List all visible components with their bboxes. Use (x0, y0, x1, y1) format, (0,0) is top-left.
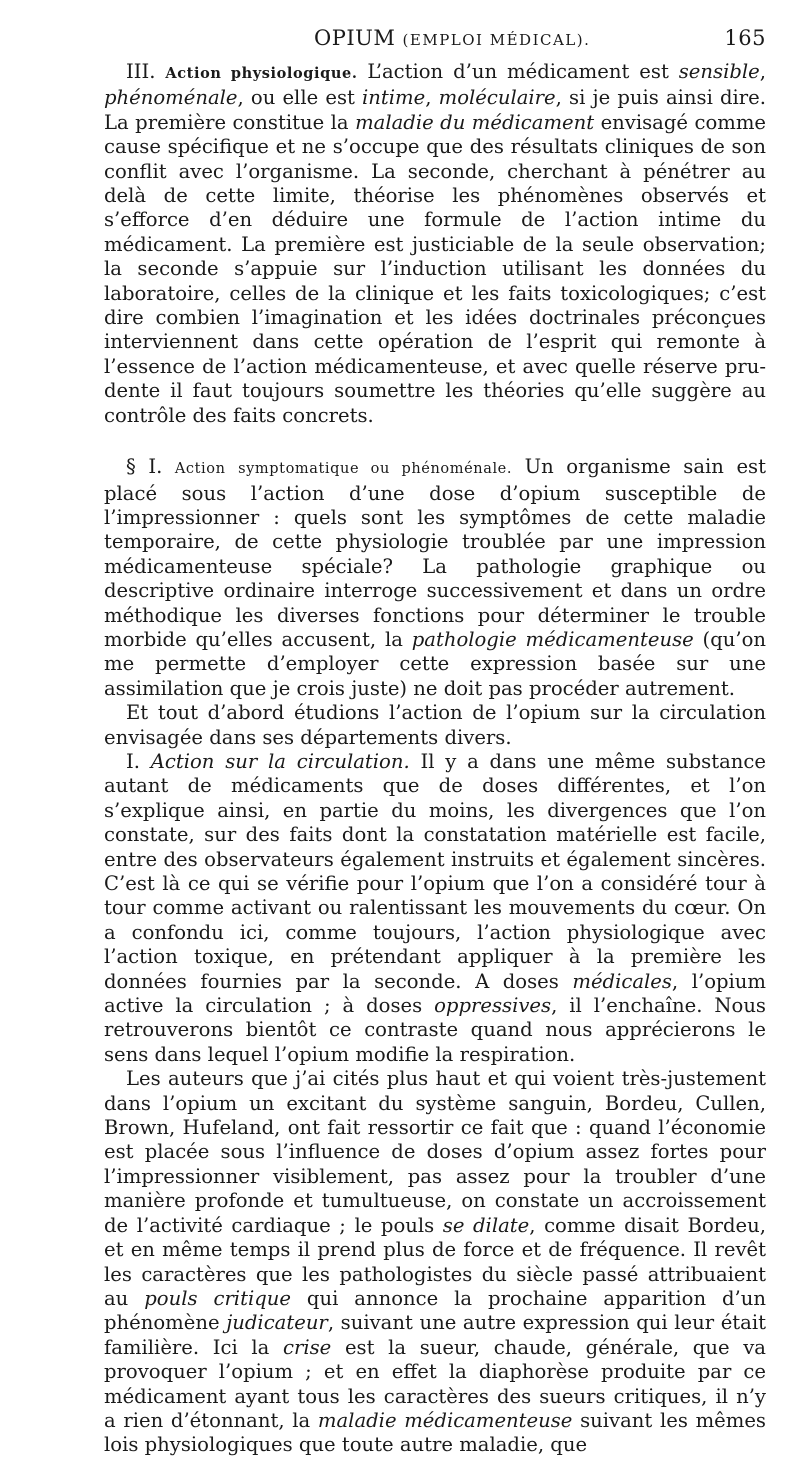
section-heading: Action physiologique. (165, 65, 358, 82)
paragraph-circulation-intro: Et tout d’abord étudions l’action de l’opium sur la circulation envisagée dans ses départements divers. (104, 701, 766, 749)
page-number: 165 (724, 26, 766, 50)
running-subtitle: (EMPLOI MÉDICAL). (402, 31, 591, 49)
subsection-circulation: I. Action sur la circulation. Il y a dans une même substance autant de médicaments que de doses différentes, et l’on s’explique ainsi, en partie du moins, les divergences que l’on constate, sur des faits dont la constatation matérielle est facile, entre des observateurs également instruits et également sincères. C’est là ce qui se vérifie pour l’opium que l’on a considéré tour à tour comme activant ou ralentissant les mouvements du cœur. On a confondu ici, comme toujours, l’action physiologique avec l’action toxique, en prétendant appliquer à la première les données fournies par la seconde. A doses médicales, l’opium active la circulation ; à doses oppressives, il l’enchaîne. Nous retrouverons bientôt ce contraste quand nous apprécierons le sens dans lequel l’opium modifie la respiration. (104, 749, 766, 1066)
section-heading-b: symptomatique ou phénoménale. (238, 461, 513, 478)
subsection-number: I. (126, 749, 140, 773)
running-title: OPIUM (EMPLOI MÉDICAL). (314, 26, 591, 50)
section-marker: § I. (126, 455, 163, 479)
subsection-heading: Action sur la circulation. (150, 749, 410, 773)
body-text (104, 60, 766, 1458)
section-heading-a: Action (174, 461, 226, 478)
section-physiological-action: III. Action physiologique. L’action d’un médicament est sensible, phénoménale, ou elle est intime, moléculaire, si je puis ainsi dire. La première constitue la maladie du médicament envisagé comme cause spécifique et ne s’occupe que des résultats cliniques de son conflit avec l’organisme. La seconde, cherchant à pénétrer au delà de cette limite, théorise les phénomènes observés et s’efforce d’en déduire une formule de l’action intime du médicament. La première est justiciable de la seule observation; la seconde s’appuie sur l’induction utilisant les données du laboratoire, celles de la clinique et les faits toxicologiques; c’est dire combien l’imagination et les idées doctrinales préconçues interviennent dans cette opération de l’esprit qui remonte à l’essence de l’action médicamenteuse, et avec quelle réserve prudente il faut toujours soumettre les théories qu’elle suggère au contrôle des faits concrets. (104, 60, 767, 427)
running-head (104, 26, 766, 60)
section-symptomatic-action: § I. Action symptomatique ou phénoménale. Un organisme sain est placé sous l’action d’une dose d’opium susceptible de l’impressionner : quels sont les symptômes de cette maladie temporaire, de cette physiologie troublée par une impression médicamenteuse spéciale? La pathologie graphique ou descriptive ordinaire interroge successivement et dans un ordre méthodique les diverses fonctions pour déterminer le trouble morbide qu’elles accusent, la pathologie médicamenteuse (qu’on me permette d’employer cette expression basée sur une assimilation que je crois juste) ne doit pas procéder autrement. (104, 455, 766, 700)
section-number: III. (126, 60, 156, 83)
paragraph-authors: Les auteurs que j’ai cités plus haut et qui voient très-justement dans l’opium un excitant du système sanguin, Bordeu, Cullen, Brown, Hufeland, ont fait ressortir ce fait que : quand l’économie est placée sous l’influence de doses d’opium assez fortes pour l’impressionner visiblement, pas assez pour la troubler d’une manière profonde et tumultueuse, on constate un accroissement de l’activité cardiaque ; le pouls se dilate, comme disait Bordeu, et en même temps il prend plus de force et de fréquence. Il revêt les caractères que les pathologistes du siècle passé attribuaient au pouls critique qui annonce la prochaine apparition d’un phénomène judicateur, suivant une autre expression qui leur était familière. Ici la crise est la sueur, chaude, générale, que va provoquer l’opium ; et en effet la diaphorèse produite par ce médicament ayant tous les caractères des sueurs critiques, il n’y a rien d’étonnant, la maladie médicamenteuse suivant les mêmes lois physiologiques que toute autre maladie, que (104, 1067, 767, 1457)
